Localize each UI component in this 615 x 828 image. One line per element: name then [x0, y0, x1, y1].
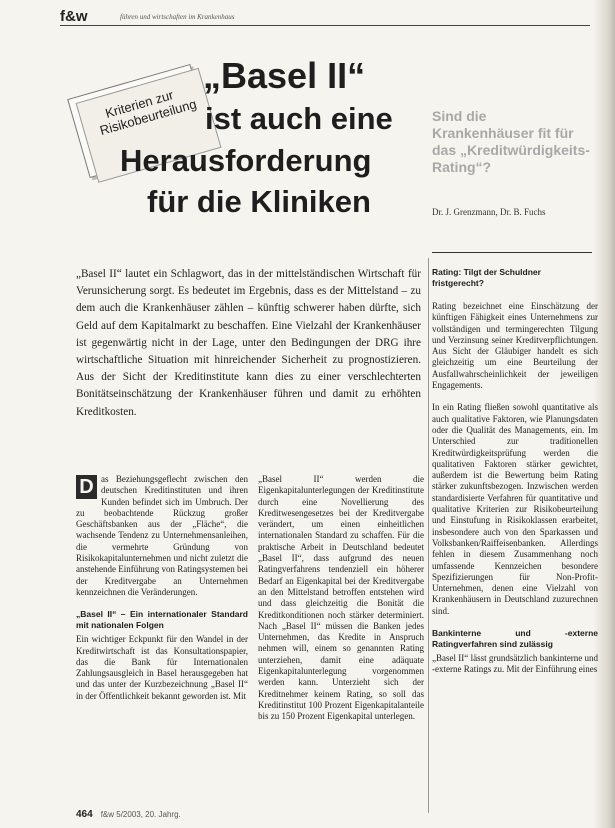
- headline-line-2: ist auch eine: [205, 101, 393, 136]
- lead-paragraph: „Basel II“ lautet ein Schlagwort, das in der mittelständischen Wirtschaft für Verunsicherung sorgt. Es bedeutet im Ergebnis, dass es der Mittelstand – zu dem auch die Krankenhäuser zählen – künftig schwerer haben dürfte, sich Geld auf dem Kapitalmarkt zu beschaffen. Eine Vielzahl der Krankenhäuser ist gegenwärtig nicht in der Lage, unter den Bedingungen der DRG ihre wirtschaftliche Situation mit hinreichender Sicherheit zu prognostizieren. Aus der Sicht der Kreditinstitute kann dies zu einer verschlechterten Bonitätseinschätzung der Krankenhäuser führen und damit zu erhöhten Kreditkosten.: [76, 268, 421, 418]
- col3-paragraph-3: „Basel II“ lässt grundsätzlich bankinterne und -externe Ratings zu. Mit der Einführung eines: [432, 653, 598, 675]
- page-number: 464: [76, 809, 93, 820]
- header-rule: [60, 25, 590, 26]
- issue-info: f&w 5/2003, 20. Jahrg.: [100, 810, 181, 819]
- col2-paragraph-1: „Basel II“ werden die Eigenkapitalunterlegungen der Kreditinstitute durch eine Novellierung des Kreditwesengesetzes bei der Kreditvergabe verändert, um einen einheitlichen internationalen Standard zu schaffen. Für die praktische Arbeit in Deutschland bedeutet „Basel II“, dass aufgrund des neuen Ratingverfahrens tendenziell ein höherer Bedarf an Eigenkapital bei der Kreditvergabe an den Mittelstand betroffen entstehen wird und dass gleichzeitig die Bonität die Kreditkonditionen noch stärker determiniert. Nach „Basel II“ müssen die Banken jedes Unternehmen, das Kredite in Anspruch nehmen will, einem so genannten Rating unterziehen, damit eine adäquate Eigenkapitalunterlegung vorgenommen werden kann. Unterzieht sich der Kreditnehmer keinem Rating, so soll das Kreditinstitut 100 Prozent Eigenkapitalanteile bis zu 150 Prozent Eigenkapital unterlegen.: [258, 474, 424, 722]
- body-column-1: [76, 474, 248, 713]
- col1-paragraph-1: [76, 474, 248, 598]
- body-column-2: [258, 474, 424, 734]
- col3-subheading-1: Rating: Tilgt der Schuldner fristgerecht?: [432, 267, 541, 288]
- col1-subheading: „Basel II“ – Ein internationaler Standard mit nationalen Folgen: [76, 609, 248, 631]
- headline-line-4: für die Kliniken: [147, 184, 371, 219]
- drop-cap: D: [76, 475, 97, 499]
- column-divider: [428, 258, 429, 813]
- col1-paragraph-2: Ein wichtiger Eckpunkt für den Wandel in der Kreditwirtschaft ist das Konsultationspapier, das die Bank für Internationalen Zahlungsausgleich in Basel herausgegeben hat und das unter der Kurzbezeichnung „Basel II“ in der Öffentlichkeit bekannt geworden ist. Mit: [76, 634, 248, 701]
- magazine-logo: f&w: [60, 8, 88, 25]
- running-head: führen und wirtschaften im Krankenhaus: [120, 13, 235, 21]
- headline-line-3: Herausforderung: [120, 143, 372, 178]
- article-authors: Dr. J. Grenzmann, Dr. B. Fuchs: [432, 207, 546, 217]
- col3-paragraph-1: Rating bezeichnet eine Einschätzung der künftigen Fähigkeit eines Unternehmens zur vollständigen und termingerechten Tilgung und Verzinsung seiner Kreditverpflichtungen. Aus Sicht der Gläubiger handelt es sich gleichzeitig um eine Beurteilung der Ausfallwahrscheinlichkeit der jeweiligen Engagements.: [432, 301, 598, 391]
- card-label: Kriterien zur Risikobeurteilung: [98, 87, 199, 139]
- headline-line-1: „Basel II“: [203, 55, 366, 96]
- article-deck: Sind die Krankenhäuser fit für das „Kreditwürdigkeits-Rating“?: [432, 108, 590, 175]
- page-footer: [76, 809, 181, 820]
- col1-paragraph-1-text: as Beziehungsgeflecht zwischen den deutschen Kreditinstituten und ihren Kunden befindet sich im Umbruch. Der zu beobachtende Rückzug großer Geschäftsbanken aus der „Fläche“, die wachsende Tendenz zu Unternehmensanleihen, die vermehrte Gründung von Risikokapitalunternehmen und nicht zuletzt die anstehende Einführung von Ratingsystemen bei der Kreditvergabe an Unternehmen kennzeichnen die Veränderungen.: [76, 474, 248, 597]
- sidebar-rule: [432, 252, 592, 253]
- body-column-3: [432, 301, 598, 687]
- col3-paragraph-2: In ein Rating fließen sowohl quantitative als auch qualitative Faktoren, wie Planungsdaten oder die Qualität des Managements, ein. Im Unterschied zur traditionellen Kreditwürdigkeitsprüfung werden die qualitativen Faktoren stärker gewichtet, außerdem ist die Bewertung beim Rating stärker zukunftsbezogen. Inzwischen werden standardisierte Verfahren für quantitative und qualitative Kriterien zur Risikobeurteilung und Einstufung in Risikoklassen erarbeitet, insbesondere auch von den Sparkassen und Volksbanken/Raiffeisenbanken. Allerdings fehlen in diesem Zusammenhang noch umfassende Kennzeichen besondere Spezifizierungen für Non-Profit-Unternehmen, denen eine Vielzahl von Krankenhäusern in Deutschland zuzurechnen sind.: [432, 402, 598, 616]
- col3-subheading-2: Bankinterne und -externe Ratingverfahren sind zulässig: [432, 628, 598, 650]
